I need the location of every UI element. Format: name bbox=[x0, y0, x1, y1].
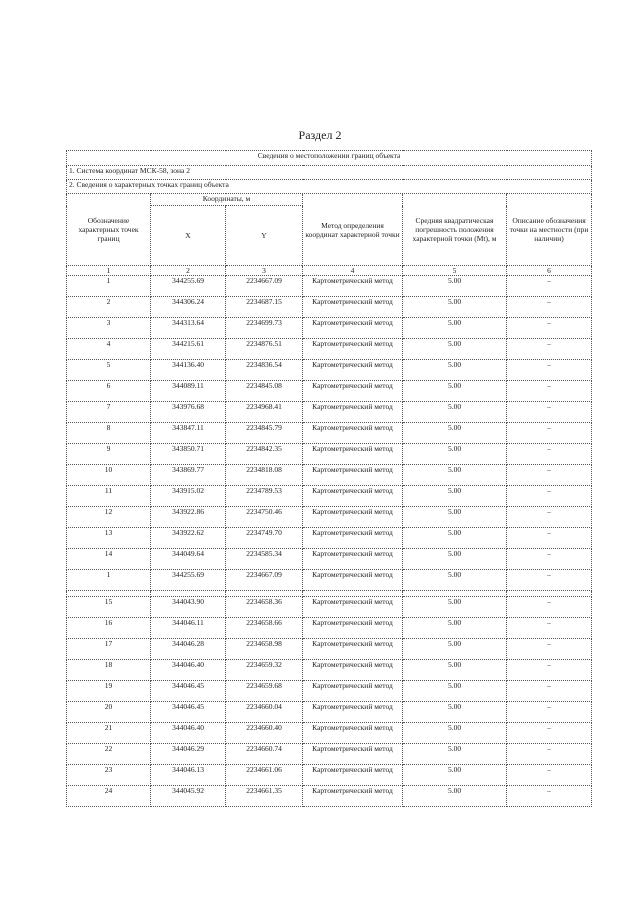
coord-y: 2234658.36 bbox=[226, 597, 303, 618]
coord-y: 2234660.74 bbox=[226, 744, 303, 765]
header-error: Средняя квадратическая погрешность положения характерной точки (Mt), м bbox=[403, 194, 507, 266]
description: – bbox=[507, 507, 592, 528]
description: – bbox=[507, 360, 592, 381]
description: – bbox=[507, 297, 592, 318]
coord-system-line: 1. Система координат МСК-58, зона 2 bbox=[67, 166, 592, 180]
section-title: Раздел 2 bbox=[298, 128, 342, 142]
coord-y: 2234659.32 bbox=[226, 660, 303, 681]
header-x: X bbox=[151, 206, 226, 266]
table-row bbox=[67, 744, 592, 765]
table-row bbox=[67, 318, 592, 339]
method: Картометрический метод bbox=[303, 276, 403, 297]
method: Картометрический метод bbox=[303, 570, 403, 591]
coord-x: 344043.90 bbox=[151, 597, 226, 618]
table-row bbox=[67, 486, 592, 507]
coord-y: 2234968.41 bbox=[226, 402, 303, 423]
method: Картометрический метод bbox=[303, 297, 403, 318]
table-row bbox=[67, 528, 592, 549]
point-number: 12 bbox=[67, 507, 151, 528]
coord-x: 343922.62 bbox=[151, 528, 226, 549]
coord-x: 344136.40 bbox=[151, 360, 226, 381]
error-value: 5.00 bbox=[403, 297, 507, 318]
description: – bbox=[507, 765, 592, 786]
error-value: 5.00 bbox=[403, 381, 507, 402]
point-number: 19 bbox=[67, 681, 151, 702]
error-value: 5.00 bbox=[403, 402, 507, 423]
coord-x: 344046.13 bbox=[151, 765, 226, 786]
error-value: 5.00 bbox=[403, 528, 507, 549]
method: Картометрический метод bbox=[303, 744, 403, 765]
description: – bbox=[507, 744, 592, 765]
coord-x: 343869.77 bbox=[151, 465, 226, 486]
error-value: 5.00 bbox=[403, 786, 507, 807]
header-designation: Обозначение характерных точек границ bbox=[67, 194, 151, 266]
coord-y: 2234687.15 bbox=[226, 297, 303, 318]
column-number: 1 bbox=[67, 266, 151, 276]
description: – bbox=[507, 681, 592, 702]
error-value: 5.00 bbox=[403, 681, 507, 702]
description: – bbox=[507, 528, 592, 549]
header-description: Описание обозначения точки на местности (при наличии) bbox=[507, 194, 592, 266]
description: – bbox=[507, 597, 592, 618]
method: Картометрический метод bbox=[303, 339, 403, 360]
column-number: 3 bbox=[226, 266, 303, 276]
error-value: 5.00 bbox=[403, 486, 507, 507]
description: – bbox=[507, 549, 592, 570]
point-number: 17 bbox=[67, 639, 151, 660]
error-value: 5.00 bbox=[403, 723, 507, 744]
error-value: 5.00 bbox=[403, 639, 507, 660]
method: Картометрический метод bbox=[303, 765, 403, 786]
coord-y: 2234667.09 bbox=[226, 276, 303, 297]
point-number: 13 bbox=[67, 528, 151, 549]
description: – bbox=[507, 444, 592, 465]
coord-x: 344306.24 bbox=[151, 297, 226, 318]
table-row bbox=[67, 297, 592, 318]
header-method: Метод определения координат характерной точки bbox=[303, 194, 403, 266]
method: Картометрический метод bbox=[303, 360, 403, 381]
coord-x: 344046.45 bbox=[151, 702, 226, 723]
coord-x: 343850.71 bbox=[151, 444, 226, 465]
method: Картометрический метод bbox=[303, 786, 403, 807]
table-title: Сведения о местоположении границ объекта bbox=[67, 151, 592, 166]
coord-y: 2234750.46 bbox=[226, 507, 303, 528]
method: Картометрический метод bbox=[303, 660, 403, 681]
coord-x: 344046.40 bbox=[151, 723, 226, 744]
point-number: 21 bbox=[67, 723, 151, 744]
method: Картометрический метод bbox=[303, 549, 403, 570]
description: – bbox=[507, 276, 592, 297]
coord-x: 344049.64 bbox=[151, 549, 226, 570]
table-row bbox=[67, 639, 592, 660]
point-number: 14 bbox=[67, 549, 151, 570]
description: – bbox=[507, 702, 592, 723]
coord-y: 2234661.06 bbox=[226, 765, 303, 786]
coord-y: 2234842.35 bbox=[226, 444, 303, 465]
description: – bbox=[507, 486, 592, 507]
column-number: 6 bbox=[507, 266, 592, 276]
coord-y: 2234661.35 bbox=[226, 786, 303, 807]
table-row bbox=[67, 597, 592, 618]
description: – bbox=[507, 402, 592, 423]
method: Картометрический метод bbox=[303, 423, 403, 444]
point-number: 18 bbox=[67, 660, 151, 681]
description: – bbox=[507, 318, 592, 339]
method: Картометрический метод bbox=[303, 597, 403, 618]
table-row bbox=[67, 423, 592, 444]
point-number: 3 bbox=[67, 318, 151, 339]
table-row bbox=[67, 339, 592, 360]
error-value: 5.00 bbox=[403, 507, 507, 528]
boundary-points-table bbox=[66, 150, 592, 807]
point-number: 15 bbox=[67, 597, 151, 618]
method: Картометрический метод bbox=[303, 444, 403, 465]
coord-y: 2234845.08 bbox=[226, 381, 303, 402]
coord-x: 343976.68 bbox=[151, 402, 226, 423]
coord-y: 2234845.79 bbox=[226, 423, 303, 444]
description: – bbox=[507, 786, 592, 807]
error-value: 5.00 bbox=[403, 339, 507, 360]
description: – bbox=[507, 723, 592, 744]
column-number: 5 bbox=[403, 266, 507, 276]
error-value: 5.00 bbox=[403, 549, 507, 570]
point-number: 20 bbox=[67, 702, 151, 723]
table-row bbox=[67, 723, 592, 744]
error-value: 5.00 bbox=[403, 360, 507, 381]
coord-x: 344046.40 bbox=[151, 660, 226, 681]
point-number: 24 bbox=[67, 786, 151, 807]
table-row bbox=[67, 507, 592, 528]
point-number: 1 bbox=[67, 276, 151, 297]
coord-x: 343847.11 bbox=[151, 423, 226, 444]
method: Картометрический метод bbox=[303, 618, 403, 639]
table-row bbox=[67, 570, 592, 591]
error-value: 5.00 bbox=[403, 597, 507, 618]
description: – bbox=[507, 339, 592, 360]
header-coords: Координаты, м bbox=[151, 194, 303, 206]
coord-x: 344046.28 bbox=[151, 639, 226, 660]
coord-y: 2234836.54 bbox=[226, 360, 303, 381]
coord-x: 344045.92 bbox=[151, 786, 226, 807]
coord-y: 2234818.08 bbox=[226, 465, 303, 486]
table-row bbox=[67, 765, 592, 786]
coord-y: 2234789.53 bbox=[226, 486, 303, 507]
header-y: Y bbox=[226, 206, 303, 266]
table-row bbox=[67, 660, 592, 681]
method: Картометрический метод bbox=[303, 465, 403, 486]
table-row bbox=[67, 465, 592, 486]
coord-x: 344046.45 bbox=[151, 681, 226, 702]
table-row bbox=[67, 702, 592, 723]
point-number: 2 bbox=[67, 297, 151, 318]
description: – bbox=[507, 381, 592, 402]
coord-x: 343915.02 bbox=[151, 486, 226, 507]
point-number: 11 bbox=[67, 486, 151, 507]
table-row bbox=[67, 402, 592, 423]
table-row bbox=[67, 360, 592, 381]
method: Картометрический метод bbox=[303, 381, 403, 402]
method: Картометрический метод bbox=[303, 318, 403, 339]
table-row bbox=[67, 444, 592, 465]
method: Картометрический метод bbox=[303, 681, 403, 702]
coord-y: 2234876.51 bbox=[226, 339, 303, 360]
description: – bbox=[507, 465, 592, 486]
method: Картометрический метод bbox=[303, 639, 403, 660]
coord-y: 2234658.66 bbox=[226, 618, 303, 639]
point-number: 10 bbox=[67, 465, 151, 486]
point-number: 1 bbox=[67, 570, 151, 591]
coord-y: 2234659.68 bbox=[226, 681, 303, 702]
description: – bbox=[507, 423, 592, 444]
method: Картометрический метод bbox=[303, 723, 403, 744]
error-value: 5.00 bbox=[403, 465, 507, 486]
table-row bbox=[67, 681, 592, 702]
point-number: 8 bbox=[67, 423, 151, 444]
error-value: 5.00 bbox=[403, 660, 507, 681]
coord-y: 2234660.04 bbox=[226, 702, 303, 723]
description: – bbox=[507, 570, 592, 591]
coord-x: 343922.86 bbox=[151, 507, 226, 528]
error-value: 5.00 bbox=[403, 618, 507, 639]
error-value: 5.00 bbox=[403, 570, 507, 591]
coord-y: 2234660.40 bbox=[226, 723, 303, 744]
error-value: 5.00 bbox=[403, 444, 507, 465]
table-row bbox=[67, 381, 592, 402]
coord-x: 344046.29 bbox=[151, 744, 226, 765]
error-value: 5.00 bbox=[403, 318, 507, 339]
coord-y: 2234749.70 bbox=[226, 528, 303, 549]
point-number: 16 bbox=[67, 618, 151, 639]
point-number: 5 bbox=[67, 360, 151, 381]
point-number: 23 bbox=[67, 765, 151, 786]
description: – bbox=[507, 639, 592, 660]
method: Картометрический метод bbox=[303, 528, 403, 549]
coord-x: 344255.69 bbox=[151, 276, 226, 297]
column-number: 4 bbox=[303, 266, 403, 276]
method: Картометрический метод bbox=[303, 402, 403, 423]
coord-x: 344089.11 bbox=[151, 381, 226, 402]
description: – bbox=[507, 660, 592, 681]
coord-y: 2234699.73 bbox=[226, 318, 303, 339]
coord-x: 344313.64 bbox=[151, 318, 226, 339]
coord-y: 2234585.34 bbox=[226, 549, 303, 570]
table-row bbox=[67, 276, 592, 297]
point-number: 4 bbox=[67, 339, 151, 360]
method: Картометрический метод bbox=[303, 507, 403, 528]
points-section-title: 2. Сведения о характерных точках границ объекта bbox=[67, 180, 592, 194]
table-row bbox=[67, 618, 592, 639]
coord-y: 2234658.98 bbox=[226, 639, 303, 660]
error-value: 5.00 bbox=[403, 702, 507, 723]
table-row bbox=[67, 549, 592, 570]
coord-x: 344255.69 bbox=[151, 570, 226, 591]
error-value: 5.00 bbox=[403, 276, 507, 297]
method: Картометрический метод bbox=[303, 702, 403, 723]
error-value: 5.00 bbox=[403, 744, 507, 765]
coord-x: 344215.61 bbox=[151, 339, 226, 360]
table-row bbox=[67, 786, 592, 807]
point-number: 9 bbox=[67, 444, 151, 465]
error-value: 5.00 bbox=[403, 765, 507, 786]
point-number: 7 bbox=[67, 402, 151, 423]
coord-x: 344046.11 bbox=[151, 618, 226, 639]
coord-y: 2234667.09 bbox=[226, 570, 303, 591]
column-number: 2 bbox=[151, 266, 226, 276]
description: – bbox=[507, 618, 592, 639]
point-number: 22 bbox=[67, 744, 151, 765]
method: Картометрический метод bbox=[303, 486, 403, 507]
error-value: 5.00 bbox=[403, 423, 507, 444]
point-number: 6 bbox=[67, 381, 151, 402]
